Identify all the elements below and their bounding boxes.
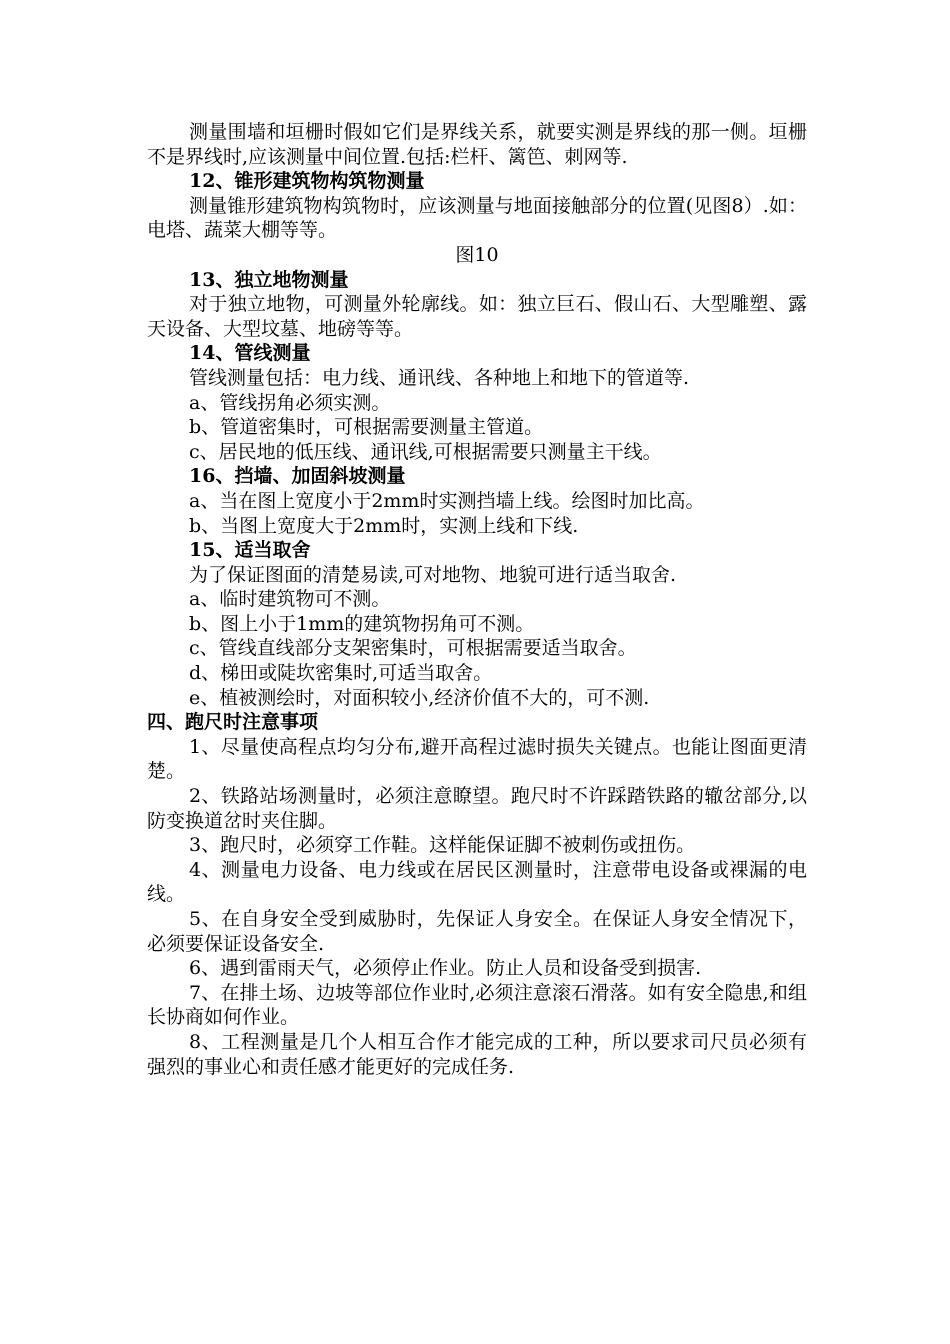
list-item-selection-a: a、临时建筑物可不测。	[189, 588, 391, 611]
note-8: 8、工程测量是几个人相互合作才能完成的工种，所以要求司尺员必须有强烈的事业心和责任感才能更好的完成任务.	[147, 1030, 807, 1078]
heading-pipeline-measurement: 14、管线测量	[189, 342, 311, 365]
figure-caption: 图10	[455, 243, 499, 266]
list-item-pipeline-c: c、居民地的低压线、通讯线,可根据需要只测量主干线。	[189, 440, 662, 463]
note-4: 4、测量电力设备、电力线或在居民区测量时，注意带电设备或裸漏的电线。	[147, 858, 807, 906]
paragraph-cone-structures: 测量锥形建筑物构筑物时，应该测量与地面接触部分的位置(见图8）.如：电塔、蔬菜大棚等等。	[147, 194, 807, 242]
paragraph-independent-features: 对于独立地物，可测量外轮廓线。如：独立巨石、假山石、大型雕塑、露天设备、大型坟墓、地磅等等。	[147, 293, 807, 340]
list-item-selection-b: b、图上小于1mm的建筑物拐角可不测。	[189, 612, 535, 635]
section-heading-staff-notes: 四、跑尺时注意事项	[147, 711, 319, 734]
note-2: 2、铁路站场测量时，必须注意瞭望。跑尺时不许踩踏铁路的辙岔部分,以防变换道岔时夹住脚。	[147, 785, 807, 832]
paragraph-pipeline-intro: 管线测量包括：电力线、通讯线、各种地上和地下的管道等.	[189, 366, 690, 389]
heading-retaining-wall: 16、挡墙、加固斜坡测量	[189, 465, 406, 488]
list-item-retaining-wall-a: a、当在图上宽度小于2mm时实测挡墙上线。绘图时加比高。	[189, 489, 705, 512]
list-item-selection-c: c、管线直线部分支架密集时，可根据需要适当取舍。	[189, 637, 637, 660]
note-7: 7、在排土场、边坡等部位作业时,必须注意滚石滑落。如有安全隐患,和组长协商如何作业。	[147, 981, 807, 1029]
list-item-pipeline-a: a、管线拐角必须实测。	[189, 391, 391, 414]
list-item-retaining-wall-b: b、当图上宽度大于2mm时，实测上线和下线.	[189, 514, 579, 537]
paragraph-fence-measurement: 测量围墙和垣栅时假如它们是界线关系，就要实测是界线的那一侧。垣栅不是界线时,应该测量中间位置.包括:栏杆、篱笆、刺网等.	[147, 121, 807, 168]
heading-selection: 15、适当取舍	[189, 539, 311, 562]
paragraph-selection-intro: 为了保证图面的清楚易读,可对地物、地貌可进行适当取舍.	[189, 563, 677, 586]
document-page	[147, 120, 807, 1079]
note-5: 5、在自身安全受到威胁时，先保证人身安全。在保证人身安全情况下，必须要保证设备安全.	[147, 908, 807, 955]
note-1: 1、尽量使高程点均匀分布,避开高程过滤时损失关键点。也能让图面更清楚。	[147, 735, 807, 783]
heading-cone-structures: 12、锥形建筑物构筑物测量	[189, 170, 425, 193]
heading-independent-features: 13、独立地物测量	[189, 268, 349, 291]
list-item-pipeline-b: b、管道密集时，可根据需要测量主管道。	[189, 416, 544, 439]
list-item-selection-d: d、梯田或陡坎密集时,可适当取舍。	[189, 662, 493, 685]
list-item-selection-e: e、植被测绘时，对面积较小,经济价值不大的，可不测.	[189, 686, 650, 709]
note-3: 3、跑尺时，必须穿工作鞋。这样能保证脚不被刺伤或扭伤。	[189, 834, 696, 857]
note-6: 6、遇到雷雨天气，必须停止作业。防止人员和设备受到损害.	[189, 957, 702, 980]
